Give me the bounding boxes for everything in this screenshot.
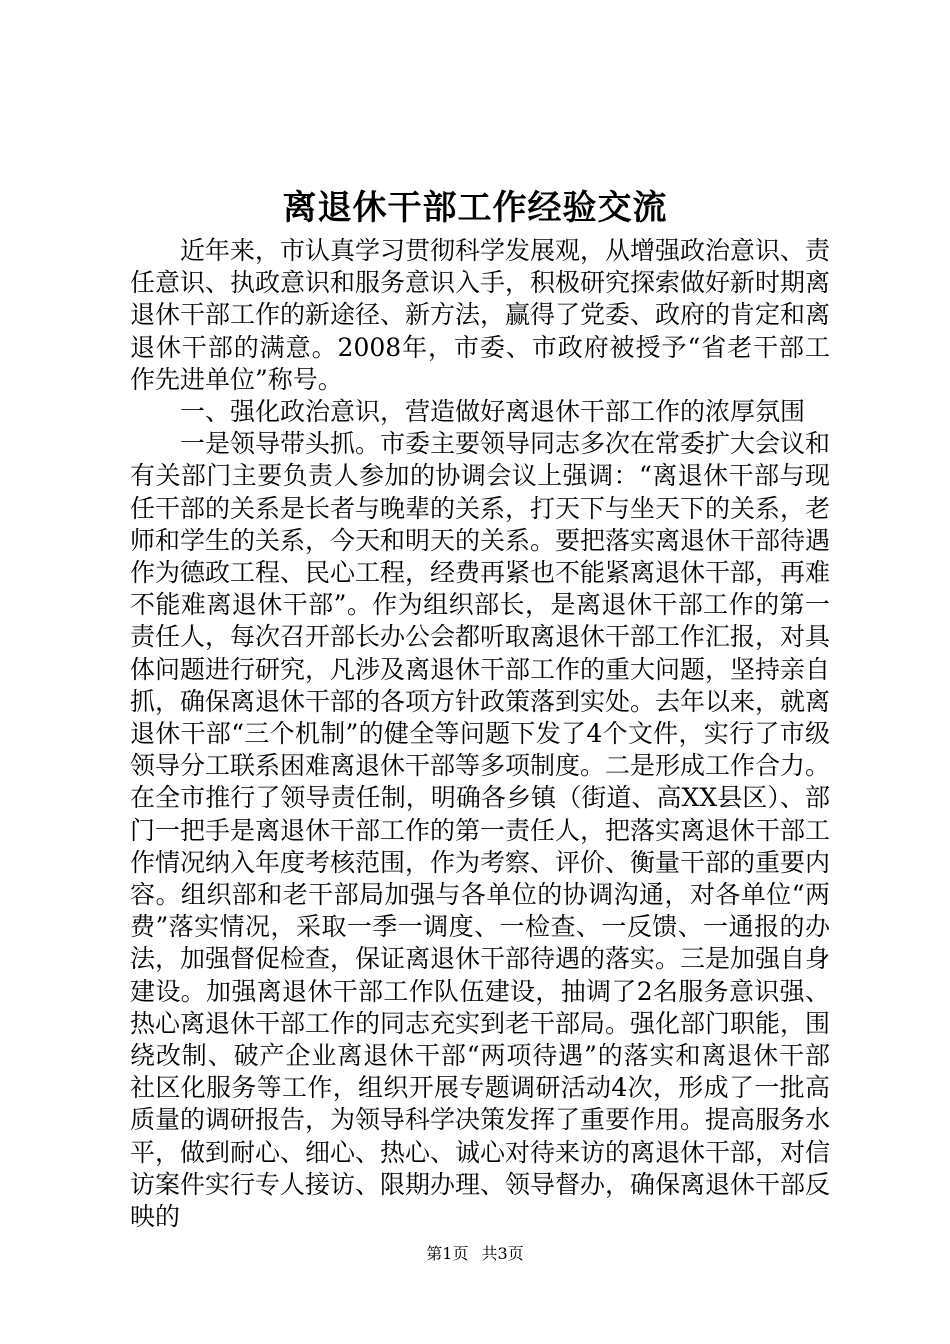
section-heading: 一、强化政治意识，营造做好离退休干部工作的浓厚氛围 (180, 397, 806, 427)
page-footer (0, 1243, 950, 1265)
paragraph-main: 一是领导带头抓。市委主要领导同志多次在常委扩大会议和有关部门主要负责人参加的协调会议上强调：“离退休干部与现任干部的关系是长者与晚辈的关系，打天下与坐天下的关系，老师和学生的关系，今天和明天的关系。要把落实离退休干部待遇作为德政工程、民心工程，经费再紧也不能紧离退休干部，再难不能难离退休干部”。作为组织部长，是离退休干部工作的第一责任人，每次召开部长办公会都听取离退休干部工作汇报，对具体问题进行研究，凡涉及离退休干部工作的重大问题，坚持亲自抓，确保离退休干部的各项方针政策落到实处。去年以来，就离退休干部“三个机制”的健全等问题下发了4个文件，实行了市级领导分工联系困难离退休干部等多项制度。二是形成工作合力。在全市推行了领导责任制，明确各乡镇（街道、高XX县区）、部门一把手是离退休干部工作的第一责任人，把落实离退休干部工作情况纳入年度考核范围，作为考察、评价、衡量干部的重要内容。组织部和老干部局加强与各单位的协调沟通，对各单位“两费”落实情况，采取一季一调度、一检查、一反馈、一通报的办法，加强督促检查，保证离退休干部待遇的落实。三是加强自身建设。加强离退休干部工作队伍建设，抽调了2名服务意识强、热心离退休干部工作的同志充实到老干部局。强化部门职能，围绕改制、破产企业离退休干部“两项待遇”的落实和离退休干部社区化服务等工作，组织开展专题调研活动4次，形成了一批高质量的调研报告，为领导科学决策发挥了重要作用。提高服务水平，做到耐心、细心、热心、诚心对待来访的离退休干部，对信访案件实行专人接访、限期办理、领导督办，确保离退休干部反映的 (130, 429, 831, 1232)
document-title: 离退休干部工作经验交流 (282, 188, 668, 228)
document-body (130, 235, 830, 1233)
page-total: 共3页 (481, 1244, 524, 1263)
page-number: 第1页 (426, 1244, 469, 1263)
paragraph-intro: 近年来，市认真学习贯彻科学发展观，从增强政治意识、责任意识、执政意识和服务意识入手，积极研究探索做好新时期离退休干部工作的新途径、新方法，赢得了党委、政府的肯定和离退休干部的满意。2008年，市委、市政府被授予“省老干部工作先进单位”称号。 (130, 236, 831, 394)
